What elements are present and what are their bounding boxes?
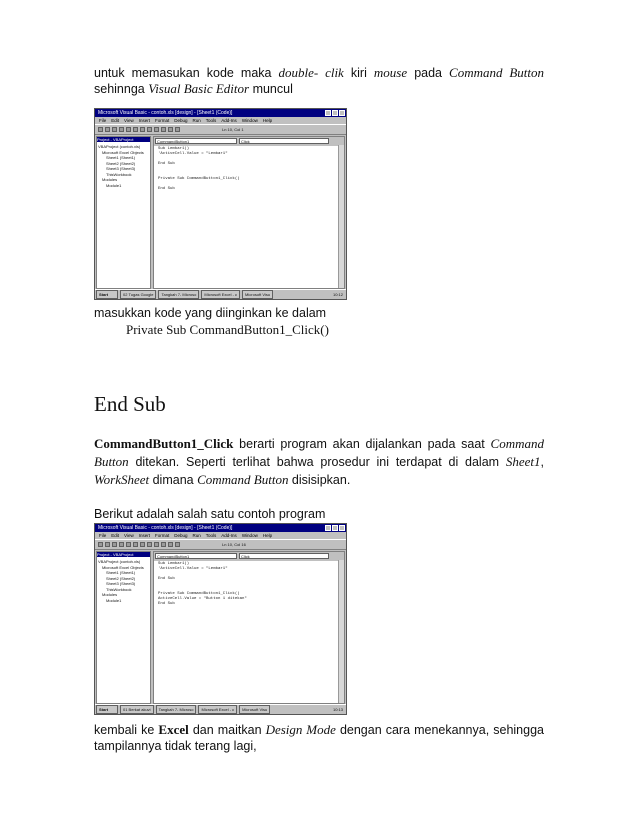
- maximize-icon: [332, 110, 338, 116]
- vb-editor-screenshot-1: [94, 108, 347, 300]
- save-icon: [112, 127, 117, 132]
- taskbar-item: 02 Tugas Google: [120, 290, 156, 299]
- menu-window: Window: [241, 533, 258, 538]
- end-sub-line: End Sub: [94, 392, 166, 416]
- break-icon: [161, 127, 166, 132]
- tree-node: Sheet1 (Sheet1): [106, 570, 136, 575]
- closing-paragraph: [94, 722, 544, 754]
- window-controls: [325, 110, 345, 116]
- tree-node: Sheet2 (Sheet2): [106, 160, 136, 166]
- taskbar-item: Microsoft Visu: [239, 705, 270, 714]
- excel-icon: [98, 127, 103, 132]
- tree-node: ThisWorkbook: [106, 586, 132, 592]
- cut-icon: [119, 542, 124, 547]
- italic-term: mouse: [373, 65, 408, 80]
- find-icon: [140, 127, 145, 132]
- vertical-scrollbar: [338, 560, 344, 703]
- text: ,: [540, 455, 544, 469]
- text: dimana: [149, 473, 198, 487]
- tree-node: Microsoft Excel Objects: [102, 149, 144, 155]
- excel-icon: [98, 542, 103, 547]
- menu-run: Run: [192, 533, 201, 538]
- tree-node: Microsoft Excel Objects: [102, 564, 144, 570]
- menubar: [95, 532, 346, 539]
- menu-addins: Add-Ins: [221, 533, 237, 538]
- text: kiri: [343, 66, 374, 80]
- menu-help: Help: [262, 118, 273, 123]
- text: pada: [407, 66, 450, 80]
- reset-icon: [168, 542, 173, 547]
- menu-help: Help: [262, 533, 273, 538]
- insert-icon: [105, 127, 110, 132]
- tree-node: Modules: [102, 592, 118, 597]
- tree-node: Sheet1 (Sheet1): [106, 155, 136, 160]
- design-mode-icon: [175, 127, 180, 132]
- taskbar-item: Tangkah 7- Microso: [158, 290, 199, 299]
- paste-icon: [133, 127, 138, 132]
- explanation-paragraph: [94, 435, 544, 489]
- menu-debug: Debug: [174, 533, 188, 538]
- menu-insert: Insert: [138, 118, 150, 123]
- menu-tools: Tools: [205, 533, 217, 538]
- taskbar-item: 01 Berkat akuvi: [120, 705, 154, 714]
- taskbar-item: Microsoft Excel - c: [201, 290, 240, 299]
- procedure-dropdown: Click: [239, 138, 329, 144]
- project-header: Project - VBAProject: [97, 552, 150, 557]
- code-window: [153, 551, 345, 704]
- object-dropdown: CommandButton1: [155, 553, 237, 559]
- vertical-scrollbar: [338, 145, 344, 288]
- menu-format: Format: [154, 533, 170, 538]
- menu-window: Window: [241, 118, 258, 123]
- taskbar-item: Microsoft Visu: [242, 290, 273, 299]
- copy-icon: [126, 127, 131, 132]
- code-line: Private Sub CommandButton1_Click(): [126, 322, 329, 337]
- procedure-dropdown: Click: [239, 553, 329, 559]
- tree-node: Module1: [106, 597, 122, 603]
- tree-node: Modules: [102, 177, 118, 182]
- menu-run: Run: [192, 118, 201, 123]
- menu-debug: Debug: [174, 118, 188, 123]
- menu-file: File: [99, 533, 107, 538]
- project-explorer: [96, 551, 151, 704]
- project-explorer: [96, 136, 151, 289]
- reset-icon: [168, 127, 173, 132]
- start-button: Start: [96, 290, 118, 299]
- cut-icon: [119, 127, 124, 132]
- paste-icon: [133, 542, 138, 547]
- tree-node: Sheet3 (Sheet3): [106, 581, 136, 586]
- undo-icon: [147, 542, 152, 547]
- menu-view: View: [124, 118, 134, 123]
- vb-editor-screenshot-2: [94, 523, 347, 715]
- clock: 10:13: [332, 707, 343, 712]
- insert-icon: [105, 542, 110, 547]
- text: dengan cara menekannya, sehingga tampilannya tidak terang lagi,: [94, 723, 544, 753]
- code-combos: [154, 552, 344, 561]
- code-window: [153, 136, 345, 289]
- italic-term: Command Button: [197, 472, 289, 487]
- start-button: Start: [96, 705, 118, 714]
- break-icon: [161, 542, 166, 547]
- tree-node: Module1: [106, 182, 122, 188]
- project-header: Project - VBAProject: [97, 137, 150, 142]
- italic-term: Command Button: [94, 436, 544, 469]
- clock: 10:12: [332, 292, 343, 297]
- cursor-position: Ln 10, Col 16: [222, 542, 246, 547]
- italic-term: Visual Basic Editor: [148, 81, 250, 96]
- tree-node: ThisWorkbook: [106, 171, 132, 177]
- tree-node: Sheet2 (Sheet2): [106, 575, 136, 581]
- minimize-icon: [325, 110, 331, 116]
- tree-node: VBAProject (contoh.xls): [98, 144, 141, 149]
- tree-node: VBAProject (contoh.xls): [98, 559, 141, 564]
- italic-term: double- clik: [278, 65, 344, 80]
- window-titlebar: [95, 109, 346, 117]
- text: muncul: [249, 82, 293, 96]
- run-icon: [154, 542, 159, 547]
- close-icon: [339, 110, 345, 116]
- bold-term: Excel: [158, 722, 189, 737]
- undo-icon: [147, 127, 152, 132]
- window-title: Microsoft Visual Basic - contoh.xls [design] - [Sheet1 (Code)]: [98, 525, 233, 531]
- maximize-icon: [332, 525, 338, 531]
- menu-file: File: [99, 118, 107, 123]
- menu-edit: Edit: [111, 118, 120, 123]
- menu-format: Format: [154, 118, 170, 123]
- example-paragraph: Berikut adalah salah satu contoh program: [94, 507, 326, 521]
- italic-term: WorkSheet: [94, 472, 150, 487]
- window-controls: [325, 525, 345, 531]
- taskbar-item: Microsoft Excel - c: [198, 705, 237, 714]
- toolbar: [95, 539, 346, 550]
- menu-tools: Tools: [205, 118, 217, 123]
- instruction-paragraph: masukkan kode yang diinginkan ke dalam: [94, 306, 327, 320]
- bold-term: CommandButton1_Click: [94, 436, 234, 451]
- toolbar: [95, 124, 346, 135]
- text: disisipkan.: [288, 473, 351, 487]
- intro-paragraph: [94, 65, 544, 97]
- italic-term: Design Mode: [265, 722, 336, 737]
- taskbar: [95, 289, 346, 299]
- taskbar-item: Tangkah 7- Microso: [156, 705, 197, 714]
- menu-edit: Edit: [111, 533, 120, 538]
- design-mode-icon: [175, 542, 180, 547]
- taskbar: [95, 704, 346, 714]
- italic-term: Sheet1: [505, 454, 541, 469]
- menu-addins: Add-Ins: [221, 118, 237, 123]
- italic-term: Command Button: [449, 65, 544, 80]
- window-title: Microsoft Visual Basic - contoh.xls [design] - [Sheet1 (Code)]: [98, 110, 233, 116]
- code-combos: [154, 137, 344, 146]
- cursor-position: Ln 10, Col 1: [222, 127, 244, 132]
- menu-insert: Insert: [138, 533, 150, 538]
- text: kembali ke: [94, 723, 159, 737]
- object-dropdown: CommandButton1: [155, 138, 237, 144]
- menubar: [95, 117, 346, 124]
- tree-node: Sheet3 (Sheet3): [106, 166, 136, 171]
- code-text: Sub Lembar1() 'ActiveCell.Value = "Lembar1" End Sub Private Sub CommandButton1_Click() End Sub: [158, 147, 240, 191]
- find-icon: [140, 542, 145, 547]
- copy-icon: [126, 542, 131, 547]
- window-titlebar: [95, 524, 346, 532]
- text: dan maitkan: [188, 723, 266, 737]
- text: sehinnga: [94, 82, 149, 96]
- text: berarti program akan dijalankan pada saat: [233, 437, 491, 451]
- menu-view: View: [124, 533, 134, 538]
- run-icon: [154, 127, 159, 132]
- code-text: Sub Lembar1() 'ActiveCell.Value = "Lembar1" End Sub Private Sub CommandButton1_Click() ActiveCell.Value = "Button 1 ditekan" End Sub: [158, 562, 247, 606]
- text: ditekan. Seperti terlihat bahwa prosedur ini terdapat di dalam: [128, 455, 506, 469]
- text: untuk memasukan kode maka: [94, 66, 279, 80]
- save-icon: [112, 542, 117, 547]
- minimize-icon: [325, 525, 331, 531]
- close-icon: [339, 525, 345, 531]
